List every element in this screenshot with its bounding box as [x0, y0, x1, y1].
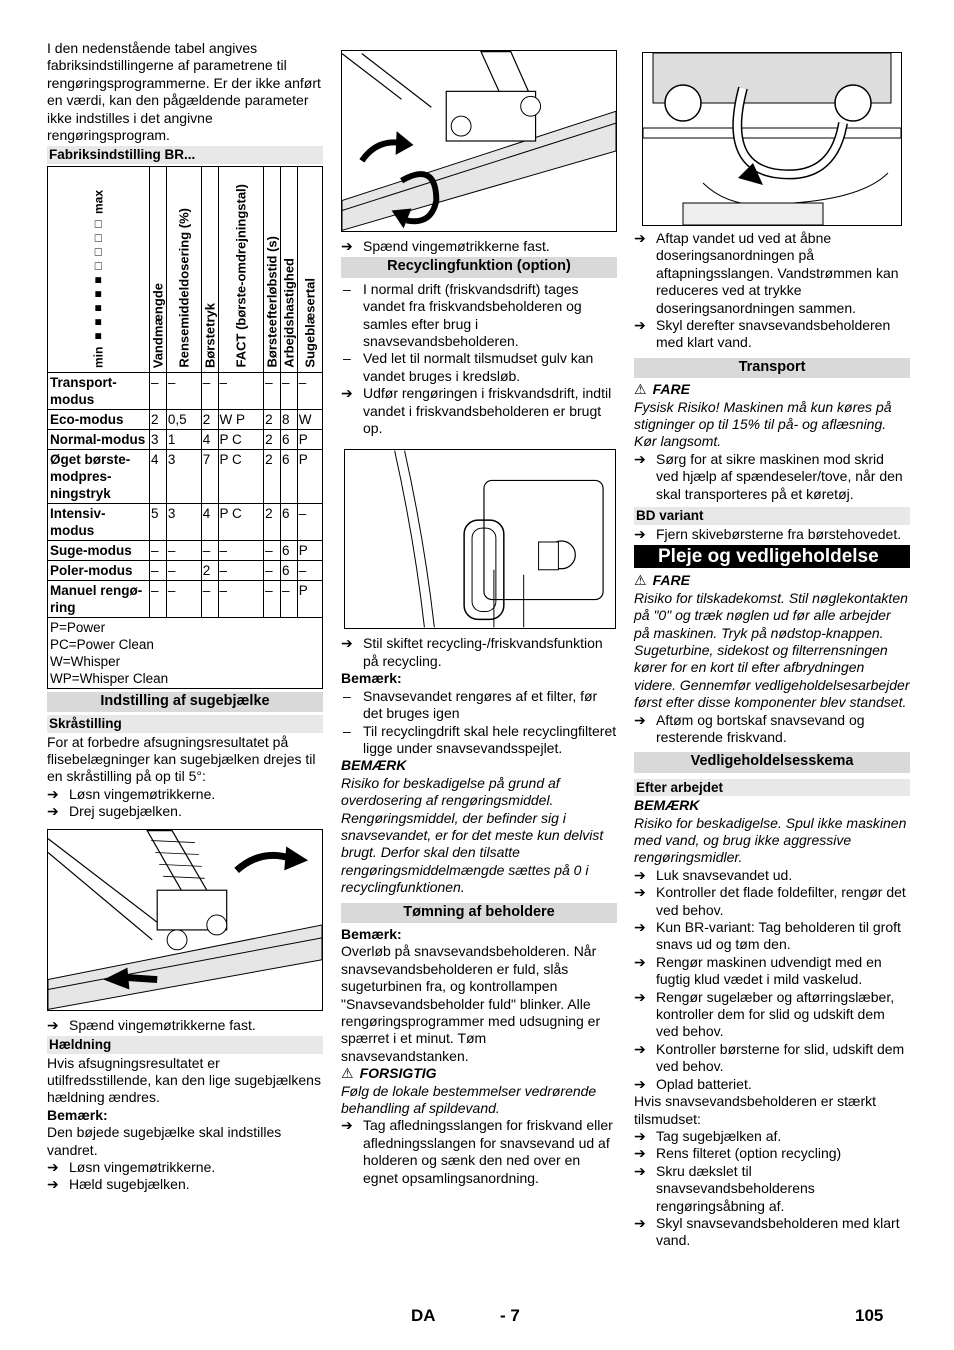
- arrow-icon: ➔: [634, 884, 646, 901]
- list-item: – Snavsevandet rengøres af et filter, før det bruges igen: [343, 687, 598, 722]
- step-item: ➔ Skyl derefter snavsevandsbeholderen med klart vand.: [634, 317, 891, 351]
- table-cell: –: [166, 560, 201, 580]
- table-cell: –: [150, 560, 167, 580]
- table-row: [48, 429, 323, 449]
- table-cell: 2: [264, 429, 281, 449]
- arrow-icon: ➔: [341, 238, 353, 254]
- bemaerk-text: Den bøjede sugebjælke skal indstilles vandret.: [47, 1124, 282, 1158]
- table-cell: –: [280, 372, 297, 409]
- table-cell: –: [166, 580, 201, 617]
- step-item: ➔ Rengør sugelæber og aftørringslæber, kontroller dem for slid og udskift dem ved behov.: [634, 988, 895, 1040]
- table-cell: 6: [280, 503, 297, 540]
- table-row: [48, 409, 323, 429]
- step-item: ➔ Skru dækslet til snavsevandsbeholderens rengøringsåbning af.: [634, 1162, 815, 1214]
- drain-hose-figure: [642, 52, 902, 226]
- arrow-icon: ➔: [47, 803, 59, 820]
- staerkt-steps: [634, 1128, 910, 1250]
- arrow-icon: ➔: [634, 450, 646, 467]
- table-cell: W P: [218, 409, 264, 429]
- recycling-heading: Recyclingfunktion (option): [341, 257, 617, 277]
- table-cell: 4: [150, 449, 167, 503]
- squeegee-rotate-figure: [47, 829, 323, 1011]
- arrow-icon: ➔: [634, 988, 646, 1005]
- bemaerk-caps: BEMÆRK: [634, 797, 700, 814]
- table-cell: 2: [150, 409, 167, 429]
- table-cell: 2: [201, 560, 218, 580]
- step-item: ➔ Spænd vingemøtrikkerne fast.: [341, 238, 550, 254]
- arrow-icon: ➔: [634, 1214, 646, 1231]
- arrow-icon: ➔: [634, 866, 646, 883]
- fare-text: Fysisk Risiko! Maskinen må kun køres på stigninger op til 15% til på- og aflæsning. Kør langsomt.: [634, 398, 892, 450]
- column-3: [634, 40, 910, 1250]
- column-1: [47, 40, 323, 1194]
- table-cell: –: [297, 372, 322, 409]
- table-cell: –: [264, 560, 281, 580]
- legend-item: WP=Whisper Clean: [50, 670, 169, 686]
- skraastilling-heading: Skråstilling: [47, 715, 323, 732]
- warning-icon: ⚠: [634, 572, 647, 589]
- step-item: ➔ Løsn vingemøtrikkerne.: [47, 785, 216, 802]
- header-efterlobstid: Børsteefterløbstid (s): [264, 166, 281, 372]
- table-cell: 2: [264, 503, 281, 540]
- table-cell: 2: [201, 409, 218, 429]
- list-item: – Til recyclingdrift skal hele recyclingfilteret ligge under snavsevandsspejlet.: [343, 722, 617, 756]
- forsigtig-label: ⚠ FORSIGTIG: [341, 1065, 437, 1082]
- efter-heading: Efter arbejdet: [634, 779, 910, 796]
- min-max-scale: min ■■■■■□□□□ max: [90, 189, 105, 368]
- table-cell: –: [166, 372, 201, 409]
- step-item: ➔ Hæld sugebjælken.: [47, 1176, 190, 1193]
- table-row: [48, 503, 323, 540]
- transport-heading: Transport: [634, 358, 910, 378]
- efter-steps: [634, 867, 910, 1093]
- bemaerk-caps: BEMÆRK: [341, 757, 407, 774]
- step-item: ➔ Kun BR-variant: Tag beholderen til groft snavs ud og tøm den.: [634, 919, 901, 953]
- step-item: ➔ Kontroller det flade foldefilter, rengør det ved behov.: [634, 884, 906, 918]
- table-cell: 6: [280, 429, 297, 449]
- fare-label: ⚠ FARE: [634, 572, 690, 589]
- fare-label: ⚠ FARE: [634, 381, 690, 398]
- arrow-icon: ➔: [634, 525, 646, 542]
- table-cell: –: [264, 580, 281, 617]
- table-cell: 2: [264, 409, 281, 429]
- table-cell: –: [218, 372, 264, 409]
- settings-body: [48, 372, 323, 617]
- bemaerk-label: Bemærk:: [47, 1106, 108, 1123]
- arrow-icon: ➔: [47, 1176, 59, 1193]
- arrow-icon: ➔: [341, 1117, 353, 1134]
- table-cell: 7: [201, 449, 218, 503]
- table-cell: P: [297, 580, 322, 617]
- arrow-icon: ➔: [634, 230, 646, 246]
- table-cell: P C: [218, 503, 264, 540]
- table-cell: P: [297, 449, 322, 503]
- step-item: ➔ Oplad batteriet.: [634, 1075, 752, 1092]
- row-label: Suge-modus: [48, 540, 150, 560]
- forsigtig-text: Følg de lokale bestemmelser vedrørende behandling af spildevand.: [341, 1082, 597, 1117]
- table-cell: –: [218, 540, 264, 560]
- step-item: ➔ Stil skiftet recycling-/friskvandsfunktion på recycling.: [341, 635, 603, 669]
- sugebjaelke-heading: Indstilling af sugebjælke: [47, 692, 323, 712]
- header-rensemiddel: Rensemiddeldosering (%): [166, 166, 201, 372]
- arrow-icon: ➔: [47, 1158, 59, 1175]
- table-cell: –: [264, 372, 281, 409]
- step-item: ➔ Udfør rengøringen i friskvandsdrift, indtil vandet i friskvandsbeholderen er brugt op.: [341, 385, 612, 437]
- header-vandmaengde: Vandmængde: [150, 166, 167, 372]
- row-label: Øget børste-modpres-ningstryk: [48, 449, 150, 503]
- legend-row: [48, 617, 323, 688]
- header-fact: FACT (børste-omdrejningstal): [218, 166, 264, 372]
- wing-nut-figure: [341, 50, 617, 232]
- intro-text: I den nedenstående tabel angives fabriksindstillingerne af parametrene til rengøringsprogrammerne. Er der ikke anført en værdi, kan den pågældende parameter ikke indstilles i det angivne rengøringsprogram.: [47, 40, 321, 144]
- table-row: [48, 372, 323, 409]
- arrow-icon: ➔: [634, 317, 646, 334]
- footer-language: DA: [411, 1306, 436, 1325]
- footer-section-page: - 7: [500, 1306, 520, 1325]
- table-cell: –: [150, 580, 167, 617]
- arrow-icon: ➔: [634, 1162, 646, 1179]
- recycling-switch-figure: [344, 449, 616, 629]
- step-item: ➔ Tag sugebjælken af.: [634, 1127, 782, 1144]
- arrow-icon: ➔: [634, 711, 646, 728]
- list-item: – Ved let til normalt tilsmudset gulv kan vandet bruges i kredsløb.: [343, 350, 594, 384]
- staerkt-text: Hvis snavsevandsbeholderen er stærkt tilsmudset:: [634, 1093, 877, 1127]
- row-label: Intensiv-modus: [48, 503, 150, 540]
- row-label: Eco-modus: [48, 409, 150, 429]
- arrow-icon: ➔: [634, 953, 646, 970]
- row-label: Poler-modus: [48, 560, 150, 580]
- bemaerk-label: Bemærk:: [341, 925, 402, 942]
- bemaerk-caps-text: Risiko for beskadigelse på grund af overdosering af rengøringsmiddel. Rengøringsmiddel, der befinder sig i snavsevandet, er for det meste kun delvist brugt. Derfor skal den tilsatte rengøringsmiddelmængde sættes på 0 i recyclingfunktionen.: [341, 774, 604, 896]
- table-cell: 4: [201, 429, 218, 449]
- legend-item: P=Power: [50, 619, 106, 635]
- row-label: Manuel rengø-ring: [48, 580, 150, 617]
- step-item: ➔ Spænd vingemøtrikkerne fast.: [47, 1016, 256, 1033]
- step-item: ➔ Skyl snavsevandsbeholderen med klart vand.: [634, 1214, 900, 1249]
- bemaerk-label: Bemærk:: [341, 670, 402, 687]
- table-cell: –: [166, 540, 201, 560]
- fare-text: Sugeturbine, sidekost og filterrensningen kører for en kort til efter afbrydningen videre. Gennemfør vedligeholdelsesarbejder først efter disse komponenter blev standset.: [634, 641, 910, 711]
- table-cell: 0,5: [166, 409, 201, 429]
- step-item: ➔ Rens filteret (option recycling): [634, 1145, 842, 1162]
- recycling-switch-illustration: [345, 450, 615, 628]
- bemaerk-caps-text: Risiko for beskadigelse. Spul ikke maskinen med vand, og brug ikke aggressive rengøringsmidler.: [634, 814, 907, 866]
- haeldning-text: Hvis afsugningsresultatet er utilfredsstillende, kan den lige sugebjælkens hældning ændres.: [47, 1054, 321, 1106]
- pleje-heading: Pleje og vedligeholdelse: [634, 545, 910, 568]
- table-cell: –: [297, 503, 322, 540]
- table-row: [48, 449, 323, 503]
- column-2: [341, 50, 617, 1187]
- arrow-icon: ➔: [47, 1016, 59, 1033]
- haeldning-heading: Hældning: [47, 1036, 323, 1053]
- tomning-heading: Tømning af beholdere: [341, 903, 617, 923]
- table-cell: –: [150, 540, 167, 560]
- skraastilling-text: For at forbedre afsugningsresultatet på flisebelægninger kan sugebjælken drejes til en skråstilling på op til 5°:: [47, 733, 316, 785]
- table-row: [48, 560, 323, 580]
- table-cell: –: [297, 560, 322, 580]
- step-item: ➔ Kontroller børsterne for slid, udskift dem ved behov.: [634, 1040, 905, 1075]
- legend-item: PC=Power Clean: [50, 636, 154, 652]
- header-sugeblaesertal: Sugeblæsertal: [297, 166, 322, 372]
- step-item: ➔ Rengør maskinen udvendigt med en fugtig klud vædet i mild vaskelud.: [634, 953, 882, 988]
- arrow-icon: ➔: [341, 385, 353, 402]
- header-borstetryk: Børstetryk: [201, 166, 218, 372]
- warning-icon: ⚠: [341, 1065, 354, 1082]
- table-cell: 5: [150, 503, 167, 540]
- table-cell: 3: [166, 449, 201, 503]
- step-item: ➔ Sørg for at sikre maskinen mod skrid ved hjælp af spændeseler/tove, når den skal transporteres på et køretøj.: [634, 450, 903, 502]
- step-item: ➔ Aftøm og bortskaf snavsevand og resterende friskvand.: [634, 711, 865, 745]
- table-cell: 8: [280, 409, 297, 429]
- settings-header-row: [48, 166, 323, 372]
- bd-variant-heading: BD variant: [634, 507, 910, 524]
- table-cell: –: [280, 580, 297, 617]
- table-cell: 4: [201, 503, 218, 540]
- step-item: ➔ Luk snavsevandet ud.: [634, 866, 793, 883]
- table-cell: –: [218, 580, 264, 617]
- table-cell: 6: [280, 540, 297, 560]
- table-cell: –: [201, 372, 218, 409]
- arrow-icon: ➔: [634, 1145, 646, 1162]
- table-cell: 2: [264, 449, 281, 503]
- legend-cell: [48, 617, 323, 688]
- table-row: [48, 580, 323, 617]
- squeegee-illustration: [48, 830, 322, 1010]
- warning-icon: ⚠: [634, 381, 647, 398]
- table-cell: W: [297, 409, 322, 429]
- arrow-icon: ➔: [634, 1127, 646, 1144]
- fare-text: Risiko for tilskadekomst. Stil nøglekontakten på "0" og træk nøglen ud før alle arbejder på maskinen. Tryk på nødstop-knappen.: [634, 589, 908, 641]
- table-cell: P: [297, 429, 322, 449]
- table-cell: 6: [280, 449, 297, 503]
- skema-heading: Vedligeholdelsesskema: [634, 752, 910, 772]
- table-cell: 6: [280, 560, 297, 580]
- table-cell: P: [297, 540, 322, 560]
- factory-settings-heading: Fabriksindstilling BR...: [47, 146, 323, 163]
- footer-page-number: 105: [855, 1306, 884, 1325]
- table-cell: 3: [150, 429, 167, 449]
- row-label: Normal-modus: [48, 429, 150, 449]
- wing-nut-illustration: [342, 51, 616, 231]
- table-cell: –: [201, 580, 218, 617]
- arrow-icon: ➔: [634, 1075, 646, 1092]
- table-cell: –: [264, 540, 281, 560]
- table-cell: 1: [166, 429, 201, 449]
- step-item: ➔ Tag afledningsslangen for friskvand eller afledningsslangen for snavsevand ud af holderen og sænk den ned over en egnet opsamlingsanordning.: [341, 1117, 613, 1186]
- arrow-icon: ➔: [341, 635, 353, 652]
- scale-header: [48, 166, 150, 372]
- table-cell: P C: [218, 449, 264, 503]
- step-item: ➔ Aftap vandet ud ved at åbne doseringsanordningen på aftapningsslangen. Vandstrømmen kan reduceres ved at trykke doseringsanordningen sammen.: [634, 230, 899, 316]
- step-item: ➔ Drej sugebjælken.: [47, 803, 182, 820]
- arrow-icon: ➔: [634, 1040, 646, 1057]
- row-label: Transport-modus: [48, 372, 150, 409]
- table-cell: 3: [166, 503, 201, 540]
- header-arbejdshastighed: Arbejdshastighed: [280, 166, 297, 372]
- table-cell: –: [218, 560, 264, 580]
- step-item: ➔ Løsn vingemøtrikkerne.: [47, 1158, 216, 1175]
- drain-hose-illustration: [643, 53, 901, 225]
- list-item: – I normal drift (friskvandsdrift) tages vandet fra friskvandsbeholderen og samles efter brug i snavsevandsbeholderen.: [343, 280, 582, 350]
- step-item: ➔ Fjern skivebørsterne fra børstehovedet.: [634, 525, 902, 542]
- table-cell: P C: [218, 429, 264, 449]
- table-cell: –: [201, 540, 218, 560]
- arrow-icon: ➔: [47, 785, 59, 802]
- table-row: [48, 540, 323, 560]
- legend-item: W=Whisper: [50, 653, 121, 669]
- table-cell: –: [150, 372, 167, 409]
- tomning-text: Overløb på snavsevandsbeholderen. Når snavsevandsbeholderen er fuld, slås sugeturbinen fra, og kontrollampen "Snavsevandsbeholder fuld" blinker. Alle rengøringsprogrammer med udsugning er spærret i et minut. Tøm snavsevandstanken.: [341, 943, 601, 1064]
- arrow-icon: ➔: [634, 919, 646, 936]
- settings-table: [47, 166, 323, 689]
